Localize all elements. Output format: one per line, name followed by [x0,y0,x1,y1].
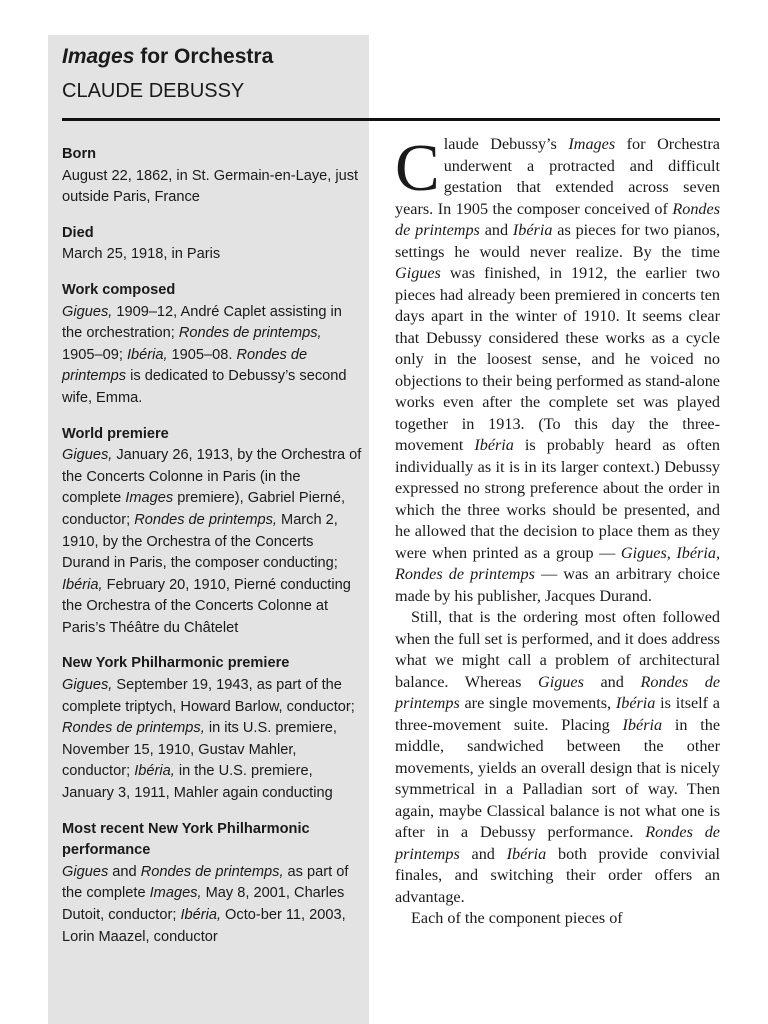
essay-body [395,131,721,930]
fact-text: March 25, 1918, in Paris [62,246,221,263]
fact-heading: Most recent New York Philharmonic performance [62,820,310,859]
essay-paragraph: Still, that is the ordering most often followed when the full set is performed, and it does address what we might call a problem of architectural balance. Whereas Gigues and Rondes de printemps are single movements, Ibéria is itself a three-movement suite. Placing Ibéria in the middle, sandwiched between the other movements, yields an overall design that is nicely symmetrical in a Palladian sort of way. Then again, maybe Classical balance is not what one is after in a Debussy performance. Rondes de printemps and Ibéria both provide convivial finales, and switching their order offers an advantage. [395,608,721,906]
essay-paragraph: Claude Debussy’s Images for Orchestra underwent a protracted and difficult gestation that extended across seven years. In 1905 the composer conceived of Rondes de printemps and Ibéria as pieces for two pianos, settings he would never realize. By the time Gigues was finished, in 1912, the earlier two pieces had already been premiered in concerts ten days apart in the winter of 1910. It seems clear that Debussy considered these works as a cycle only in the loosest sense, and he voiced no objections to their being performed as stand-alone works even after the complete set was played together in 1913. (To this day the three-movement Ibéria is probably heard as often individually as it is in its larger context.) Debussy expressed no strong preference about the order in which the three works should be presented, and he allowed that the decision to place them as they were when printed as a group — Gigues, Ibéria, Rondes de printemps — was an arbitrary choice made by his publisher, Jacques Durand. [395,131,720,605]
fact-heading: Born [62,146,97,162]
essay-paragraph: Each of the component pieces of [411,909,623,927]
page-title: Images for Orchestra [62,45,274,68]
fact-text: Gigues, September 19, 1943, as part of the complete triptych, Howard Barlow, conductor; Rondes de printemps, in its U.S. premiere, November 15, 1910, Gustav Mahler, conductor; Ibéria, in the U.S. premiere, January 3, 1911, Mahler again conducting [62,677,355,802]
fact-ny-premiere [62,653,362,804]
drop-cap: C [395,131,440,205]
fact-died [62,223,362,266]
fact-work-composed [62,280,362,410]
fact-heading: Work composed [62,281,176,298]
fact-text: Gigues and Rondes de printemps, as part of the complete Images, May 8, 2001, Charles Dutoit, conductor; Ibéria, Octo-ber 11, 2003, Lorin Maazel, conductor [62,863,349,945]
fact-text: August 22, 1862, in St. Germain-en-Laye, just outside Paris, France [62,167,359,206]
header-divider [62,118,720,121]
facts-sidebar [62,144,362,962]
fact-heading: Died [62,224,94,241]
fact-born [62,144,362,209]
composer-name: CLAUDE DEBUSSY [62,80,245,102]
fact-heading: World premiere [62,425,169,442]
fact-text: Gigues, January 26, 1913, by the Orchestra of the Concerts Colonne in Paris (in the complete Images premiere), Gabriel Pierné, conductor; Rondes de printemps, March 2, 1910, by the Orchestra of the Concerts Durand in Paris, the composer conducting; Ibéria, February 20, 1910, Pierné conducting the Orchestra of the Concerts Colonne at Paris’s Théâtre du Châtelet [62,447,362,636]
header [62,42,362,106]
fact-heading: New York Philharmonic premiere [62,655,290,672]
fact-recent-performance [62,819,362,949]
fact-text: Gigues, 1909–12, André Caplet assisting in the orchestration; Rondes de printemps, 1905–09; Ibéria, 1905–08. Rondes de printemps is dedicated to Debussy’s second wife, Emma. [62,303,347,406]
fact-world-premiere [62,424,362,640]
